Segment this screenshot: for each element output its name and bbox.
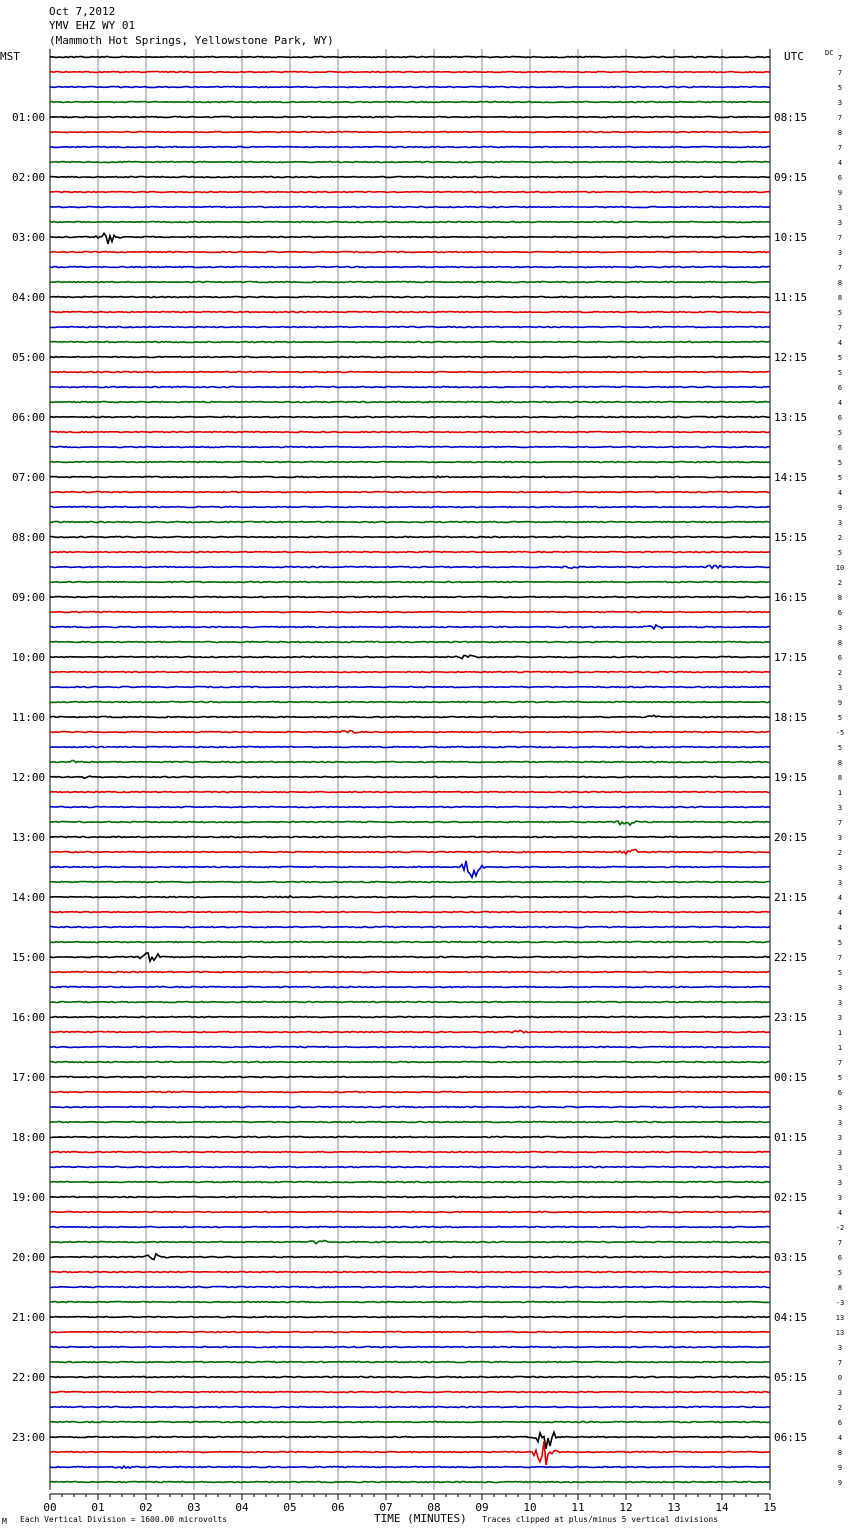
trace-row-4 [50,117,770,118]
left-hour-label: 11:00 [12,711,46,724]
trace-row-36 [50,597,770,598]
trace-row-46 [50,747,770,748]
right-hour-label: 21:15 [774,891,808,904]
dc-offset-label: 3 [837,834,843,842]
dc-offset-label: 3 [837,1119,843,1127]
trace-row-82 [50,1287,770,1288]
trace-row-57 [50,912,770,913]
right-timezone-label: UTC [784,50,804,63]
trace-row-5 [50,132,770,133]
dc-offset-label: 5 [837,1269,843,1277]
right-hour-label: 00:15 [774,1071,808,1084]
dc-offset-label: 6 [837,384,843,392]
x-tick-label: 00 [43,1501,57,1514]
dc-offset-label: 2 [837,579,843,587]
dc-offset-label: 8 [837,1449,843,1457]
dc-offset-label: 5 [837,84,843,92]
trace-row-32 [50,537,770,538]
trace-row-95 [50,1482,770,1483]
trace-row-6 [50,147,770,148]
x-tick-label: 15 [763,1501,777,1514]
x-tick-label: 05 [283,1501,297,1514]
dc-offset-label: 9 [837,1464,843,1472]
dc-offset-label: 7 [837,234,843,242]
dc-offset-label: 2 [837,849,843,857]
dc-offset-label: 6 [837,174,843,182]
dc-offset-label: 8 [837,129,843,137]
dc-offset-label: 3 [837,99,843,107]
dc-offset-label: 5 [837,549,843,557]
x-tick-label: 02 [139,1501,153,1514]
left-hour-label: 18:00 [12,1131,46,1144]
dc-offset-label: 3 [837,249,843,257]
x-axis-title: TIME (MINUTES) [374,1512,467,1525]
trace-row-19 [50,342,770,343]
x-tick-label: 07 [379,1501,393,1514]
dc-offset-label: 9 [837,699,843,707]
dc-offset-label: 4 [837,489,843,497]
trace-row-23 [50,402,770,403]
trace-row-8 [50,177,770,178]
trace-row-93 [50,1441,770,1465]
right-hour-label: 13:15 [774,411,808,424]
trace-row-87 [50,1362,770,1363]
left-hour-label: 16:00 [12,1011,46,1024]
dc-offset-label: 8 [837,294,843,302]
right-hour-label: 19:15 [774,771,808,784]
trace-row-47 [50,761,770,763]
dc-offset-label: 7 [837,69,843,77]
dc-offset-label: 3 [837,1344,843,1352]
trace-row-94 [50,1466,770,1468]
trace-row-79 [50,1241,770,1244]
x-tick-label: 12 [619,1501,633,1514]
dc-offset-label: -3 [835,1299,845,1307]
trace-row-41 [50,672,770,673]
dc-offset-label: 3 [837,1389,843,1397]
dc-header-label: DC [825,49,834,57]
trace-row-73 [50,1152,770,1153]
trace-row-26 [50,447,770,448]
dc-offset-label: 3 [837,1014,843,1022]
dc-offset-label: 8 [837,639,843,647]
trace-row-81 [50,1272,770,1273]
dc-offset-label: 4 [837,1209,843,1217]
right-hour-label: 03:15 [774,1251,808,1264]
trace-row-11 [50,222,770,223]
trace-row-63 [50,1002,770,1003]
trace-row-39 [50,642,770,643]
trace-row-69 [50,1092,770,1093]
plot-date: Oct 7,2012 [49,5,116,18]
dc-offset-label: 7 [837,819,843,827]
trace-row-54 [50,861,770,878]
trace-row-42 [50,687,770,688]
left-hour-label: 10:00 [12,651,46,664]
dc-offset-label: 9 [837,504,843,512]
station-location: (Mammoth Hot Springs, Yellowstone Park, WY) [49,34,334,47]
trace-row-31 [50,522,770,523]
dc-offset-label: 7 [837,264,843,272]
trace-row-72 [50,1137,770,1138]
trace-row-49 [50,792,770,793]
right-hour-label: 16:15 [774,591,808,604]
trace-row-25 [50,432,770,433]
trace-row-70 [50,1107,770,1108]
x-tick-label: 13 [667,1501,681,1514]
right-hour-label: 01:15 [774,1131,808,1144]
dc-offset-label: 2 [837,669,843,677]
dc-offset-label: 3 [837,1134,843,1142]
dc-offset-label: 6 [837,414,843,422]
trace-row-40 [50,655,770,659]
left-hour-label: 22:00 [12,1371,46,1384]
dc-offset-label: 7 [837,1059,843,1067]
dc-offset-label: 0 [837,1374,843,1382]
dc-offset-label: 4 [837,894,843,902]
left-hour-label: 21:00 [12,1311,46,1324]
dc-offset-label: 4 [837,159,843,167]
left-hour-label: 04:00 [12,291,46,304]
trace-row-34 [50,566,770,569]
corner-mark: M [2,1517,7,1526]
trace-row-65 [50,1030,770,1032]
x-tick-label: 14 [715,1501,729,1514]
trace-row-45 [50,731,770,734]
left-hour-label: 02:00 [12,171,46,184]
trace-row-84 [50,1317,770,1318]
dc-offset-label: 7 [837,114,843,122]
trace-row-64 [50,1017,770,1018]
right-hour-label: 06:15 [774,1431,808,1444]
trace-row-3 [50,102,770,103]
dc-offset-label: 8 [837,774,843,782]
trace-row-33 [50,552,770,553]
dc-offset-label: 5 [837,354,843,362]
trace-row-24 [50,417,770,418]
left-hour-label: 09:00 [12,591,46,604]
dc-offset-label: 3 [837,1149,843,1157]
dc-offset-label: 5 [837,474,843,482]
trace-row-67 [50,1062,770,1063]
dc-offset-label: 3 [837,1179,843,1187]
trace-row-28 [50,476,770,478]
trace-row-68 [50,1077,770,1078]
trace-row-91 [50,1422,770,1423]
dc-offset-label: 3 [837,1104,843,1112]
dc-offset-label: 9 [837,1479,843,1487]
trace-row-9 [50,192,770,193]
dc-offset-label: 8 [837,279,843,287]
right-hour-label: 12:15 [774,351,808,364]
trace-row-77 [50,1212,770,1213]
trace-row-86 [50,1347,770,1348]
trace-row-18 [50,327,770,328]
time-axis [43,1494,776,1514]
trace-row-71 [50,1122,770,1123]
trace-row-35 [50,582,770,583]
trace-row-2 [50,87,770,88]
dc-offset-label: -2 [835,1224,845,1232]
trace-row-66 [50,1047,770,1048]
left-hour-label: 17:00 [12,1071,46,1084]
dc-offset-label: 7 [837,54,843,62]
dc-offset-label: 3 [837,519,843,527]
x-tick-label: 03 [187,1501,201,1514]
trace-row-90 [50,1407,770,1408]
scale-note: Each Vertical Division = 1600.00 microvolts [20,1515,228,1524]
trace-row-83 [50,1302,770,1303]
dc-offset-label: 5 [837,939,843,947]
dc-offset-label: 8 [837,759,843,767]
dc-offset-label: 7 [837,954,843,962]
trace-row-21 [50,372,770,373]
trace-row-14 [50,267,770,268]
dc-offset-label: 3 [837,879,843,887]
right-hour-label: 14:15 [774,471,808,484]
x-tick-label: 10 [523,1501,537,1514]
x-tick-label: 04 [235,1501,249,1514]
dc-offset-label: 8 [837,1284,843,1292]
right-hour-label: 11:15 [774,291,808,304]
dc-offset-label: 4 [837,1434,843,1442]
dc-offset-label: 6 [837,609,843,617]
x-tick-label: 08 [427,1501,441,1514]
trace-row-89 [50,1392,770,1393]
dc-offset-label: 1 [837,1029,843,1037]
trace-row-59 [50,942,770,943]
right-hour-label: 10:15 [774,231,808,244]
right-hour-label: 04:15 [774,1311,808,1324]
trace-row-0 [50,57,770,58]
left-hour-label: 12:00 [12,771,46,784]
trace-row-92 [50,1432,770,1449]
trace-row-43 [50,702,770,703]
trace-row-29 [50,492,770,493]
dc-offset-label: 5 [837,744,843,752]
trace-row-30 [50,507,770,508]
trace-row-78 [50,1227,770,1228]
seismic-traces [50,57,770,1483]
trace-row-1 [50,72,770,73]
dc-offset-label: 1 [837,789,843,797]
right-hour-label: 23:15 [774,1011,808,1024]
trace-row-44 [50,715,770,717]
left-hour-label: 01:00 [12,111,46,124]
right-hour-label: 22:15 [774,951,808,964]
x-tick-label: 01 [91,1501,105,1514]
dc-offset-label: 5 [837,459,843,467]
right-hour-label: 02:15 [774,1191,808,1204]
left-hour-label: 23:00 [12,1431,46,1444]
dc-offset-label: 5 [837,369,843,377]
trace-row-74 [50,1167,770,1168]
dc-offset-label: 6 [837,1419,843,1427]
minute-gridlines [50,49,770,1490]
left-hour-label: 15:00 [12,951,46,964]
right-hour-label: 05:15 [774,1371,808,1384]
dc-offset-label: 10 [835,564,845,572]
right-hour-label: 20:15 [774,831,808,844]
trace-row-56 [50,896,770,898]
trace-row-50 [50,807,770,808]
x-tick-label: 09 [475,1501,489,1514]
dc-offset-label: 5 [837,309,843,317]
dc-offset-label: 6 [837,1089,843,1097]
left-hour-label: 06:00 [12,411,46,424]
dc-offset-label: 4 [837,339,843,347]
dc-offset-label: 5 [837,429,843,437]
left-hour-label: 14:00 [12,891,46,904]
dc-offset-label: 1 [837,1044,843,1052]
dc-offset-label: 7 [837,144,843,152]
trace-row-61 [50,972,770,973]
dc-offset-label: -5 [835,729,845,737]
right-hour-label: 17:15 [774,651,808,664]
dc-offset-label: 3 [837,1194,843,1202]
dc-offset-label: 3 [837,804,843,812]
trace-row-16 [50,297,770,298]
trace-row-75 [50,1182,770,1183]
trace-row-20 [50,357,770,358]
trace-row-85 [50,1332,770,1333]
trace-row-38 [50,625,770,629]
dc-offset-label: 5 [837,714,843,722]
dc-offset-label: 9 [837,189,843,197]
dc-offset-label: 3 [837,219,843,227]
trace-row-10 [50,207,770,208]
dc-offset-label: 4 [837,399,843,407]
left-hour-label: 19:00 [12,1191,46,1204]
dc-offset-label: 7 [837,1359,843,1367]
trace-row-55 [50,882,770,883]
trace-row-53 [50,850,770,855]
trace-row-17 [50,312,770,313]
trace-row-27 [50,462,770,463]
trace-row-48 [50,776,770,778]
trace-row-12 [50,233,770,244]
trace-row-15 [50,282,770,283]
dc-offset-label: 3 [837,864,843,872]
dc-offset-label: 3 [837,204,843,212]
clip-note: Traces clipped at plus/minus 5 vertical divisions [482,1515,719,1524]
x-tick-label: 11 [571,1501,585,1514]
right-hour-label: 08:15 [774,111,808,124]
left-hour-label: 13:00 [12,831,46,844]
dc-offset-label: 6 [837,444,843,452]
trace-row-62 [50,987,770,988]
trace-row-88 [50,1377,770,1378]
right-hour-label: 15:15 [774,531,808,544]
trace-row-60 [50,953,770,962]
left-hour-label: 03:00 [12,231,46,244]
left-hour-label: 05:00 [12,351,46,364]
dc-offset-label: 6 [837,1254,843,1262]
dc-offset-label: 2 [837,534,843,542]
left-hour-label: 08:00 [12,531,46,544]
left-hour-label: 20:00 [12,1251,46,1264]
trace-row-22 [50,387,770,388]
dc-offset-label: 5 [837,1074,843,1082]
trace-row-37 [50,612,770,613]
trace-row-80 [50,1254,770,1260]
station-code: YMV EHZ WY 01 [49,19,136,32]
right-hour-label: 18:15 [774,711,808,724]
dc-offset-label: 4 [837,924,843,932]
dc-offset-label: 3 [837,1164,843,1172]
dc-offset-label: 5 [837,969,843,977]
dc-offset-label: 4 [837,909,843,917]
dc-offset-label: 3 [837,624,843,632]
trace-row-51 [50,821,770,825]
dc-offset-label: 6 [837,654,843,662]
dc-offset-label: 3 [837,999,843,1007]
dc-offset-label: 7 [837,324,843,332]
left-timezone-label: MST [0,50,20,63]
right-hour-label: 09:15 [774,171,808,184]
dc-offset-label: 2 [837,1404,843,1412]
dc-offset-label: 3 [837,684,843,692]
trace-row-7 [50,162,770,163]
trace-row-58 [50,927,770,928]
dc-offset-label: 7 [837,1239,843,1247]
x-tick-label: 06 [331,1501,345,1514]
dc-offset-label: 13 [835,1329,845,1337]
dc-offset-label: 8 [837,594,843,602]
left-hour-label: 07:00 [12,471,46,484]
dc-offset-label: 3 [837,984,843,992]
dc-offset-label: 13 [835,1314,845,1322]
trace-row-13 [50,252,770,253]
trace-row-76 [50,1197,770,1198]
trace-row-52 [50,837,770,838]
